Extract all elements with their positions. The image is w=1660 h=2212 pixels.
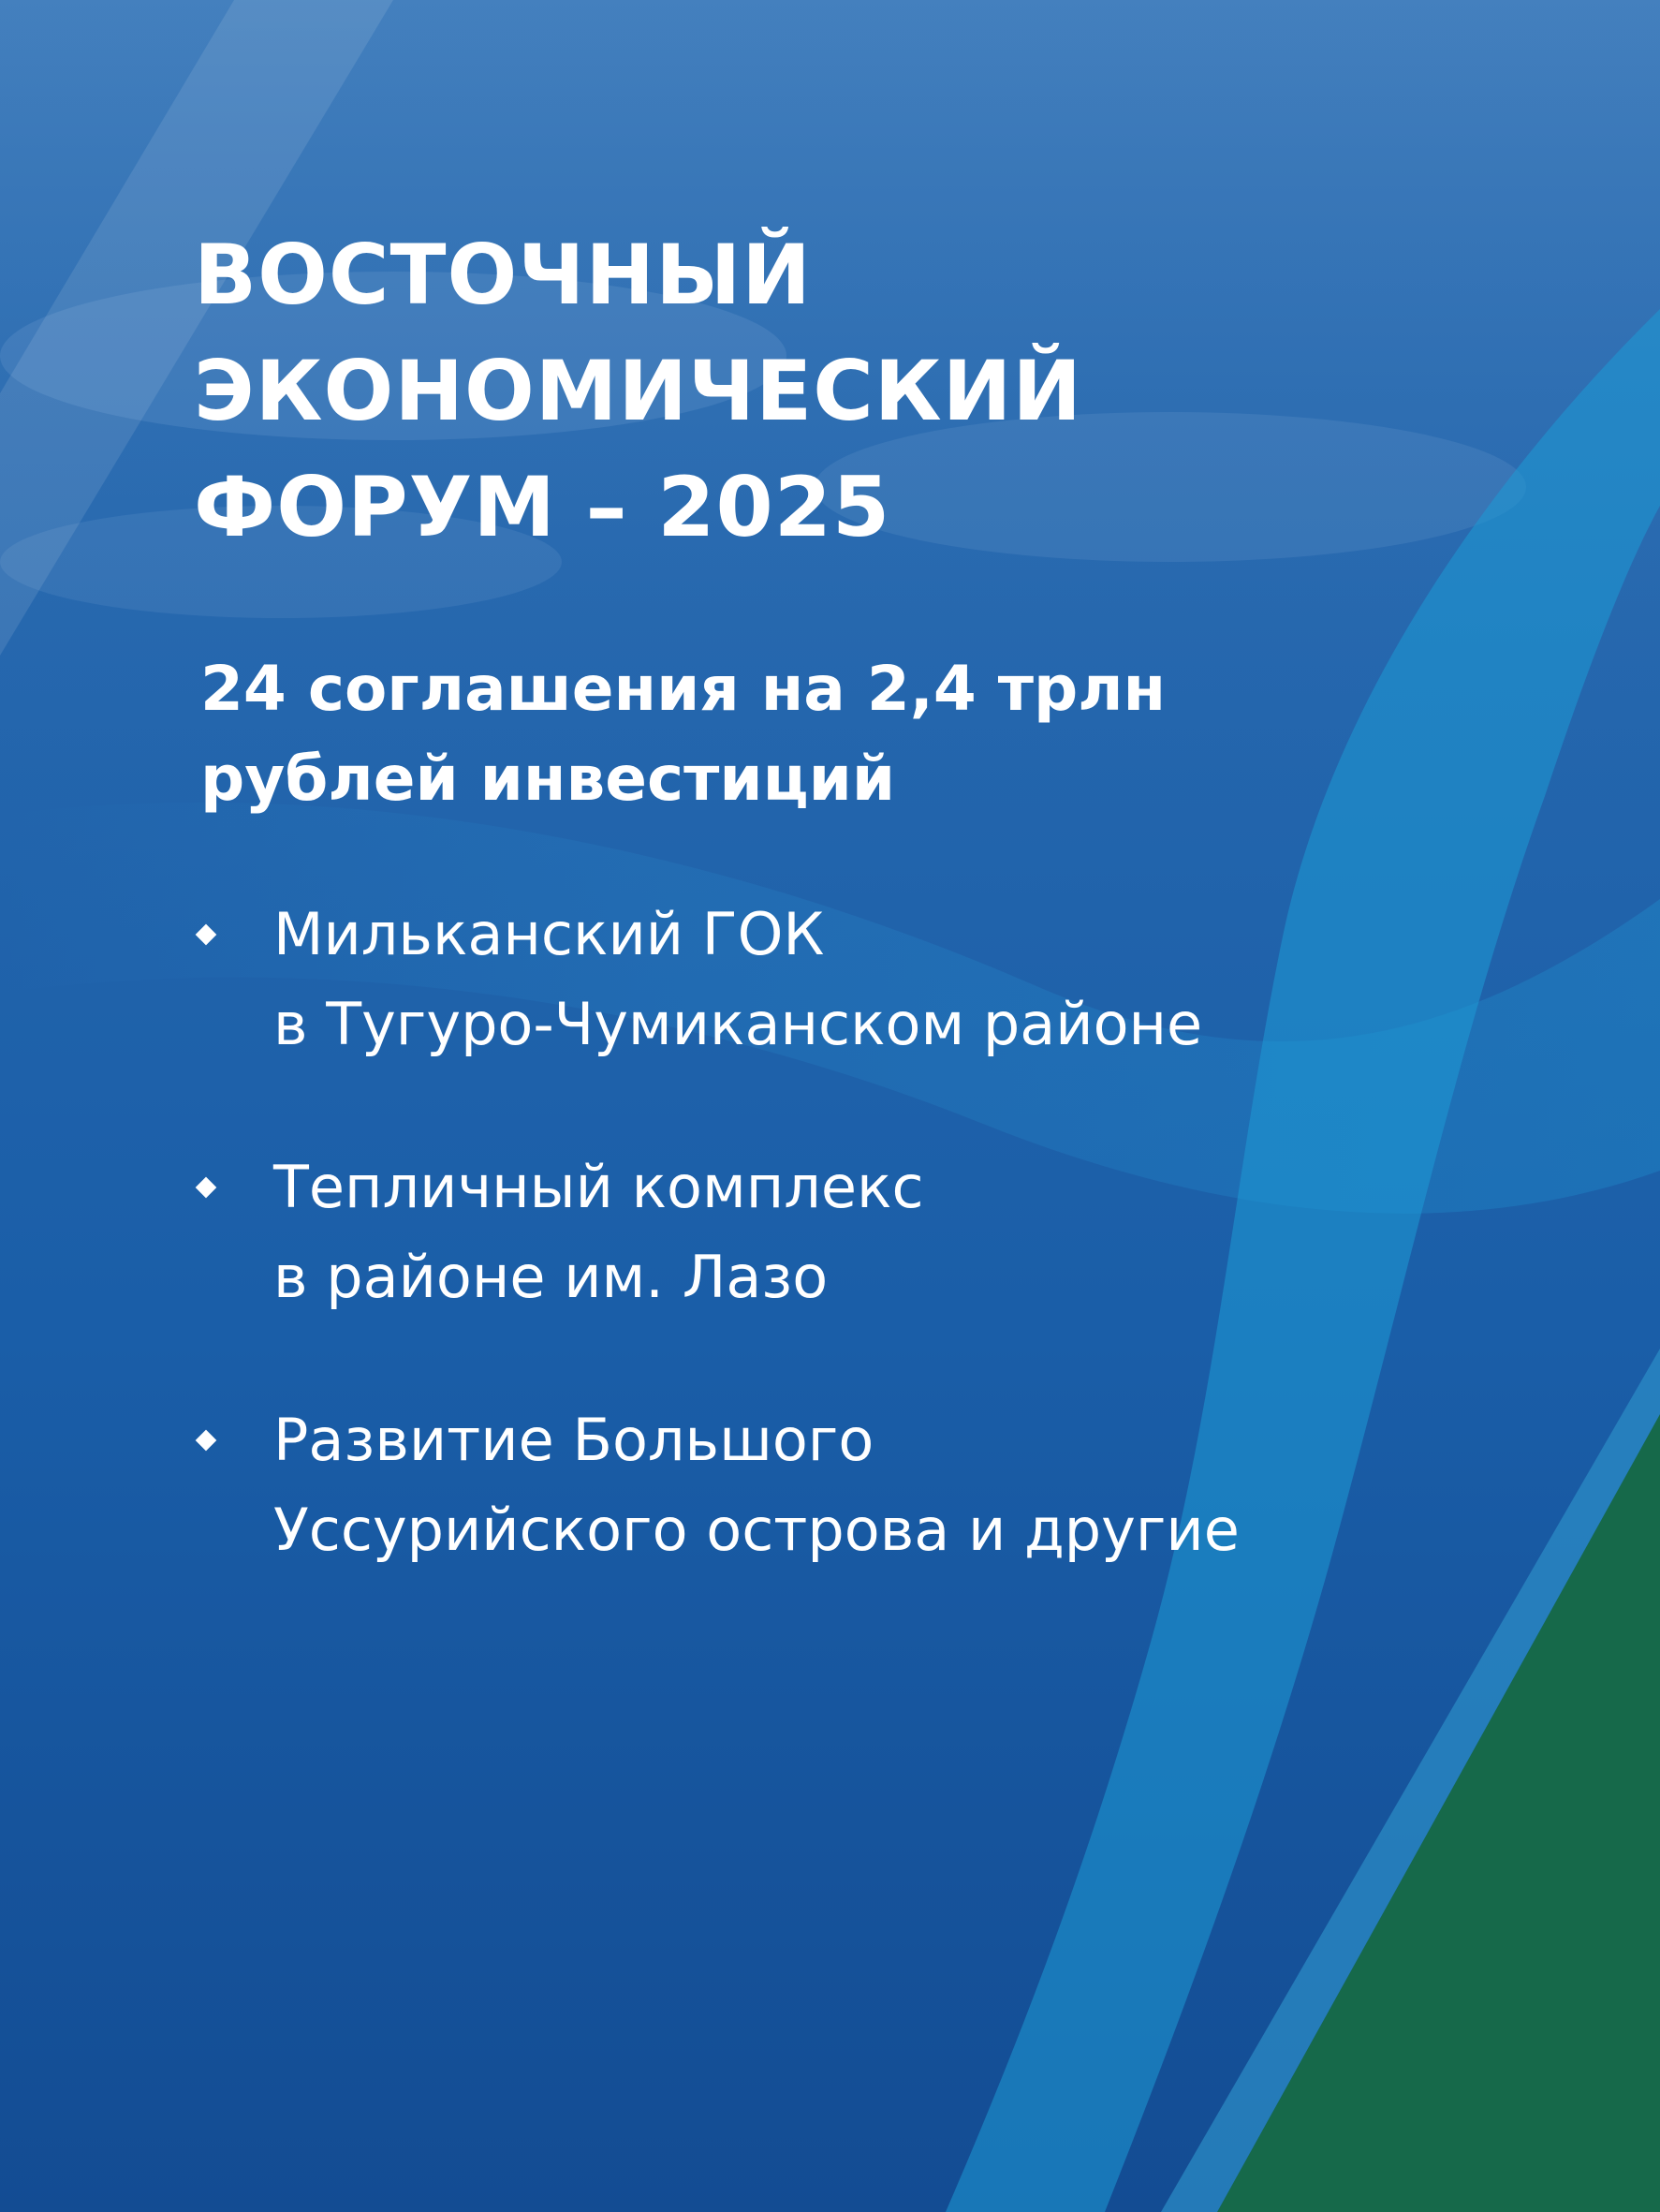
list-item-line: Уссурийского острова и другие (273, 1496, 1240, 1564)
list-item-line: Развитие Большого (273, 1406, 874, 1474)
diamond-bullet-icon (196, 1177, 217, 1199)
subtitle-line-1: 24 соглашения на 2,4 трлн (200, 653, 1167, 725)
list-item (187, 1395, 1545, 1575)
title-line-3: ФОРУМ – 2025 (194, 459, 891, 555)
agreements-subtitle (200, 644, 1511, 824)
projects-list (187, 890, 1545, 1648)
list-item (187, 890, 1545, 1069)
diamond-bullet-icon (196, 924, 217, 946)
subtitle-line-2: рублей инвестиций (200, 743, 896, 815)
title-line-2: ЭКОНОМИЧЕСКИЙ (194, 343, 1083, 439)
diamond-bullet-icon (196, 1430, 217, 1452)
list-item (187, 1143, 1545, 1322)
title-line-1: ВОСТОЧНЫЙ (194, 227, 812, 323)
forum-title (194, 217, 1082, 566)
list-item-line: Тепличный комплекс (273, 1153, 924, 1221)
list-item-line: в районе им. Лазо (273, 1243, 829, 1311)
list-item-line: в Тугуро-Чумиканском районе (273, 990, 1203, 1058)
list-item-line: Мильканский ГОК (273, 900, 825, 968)
